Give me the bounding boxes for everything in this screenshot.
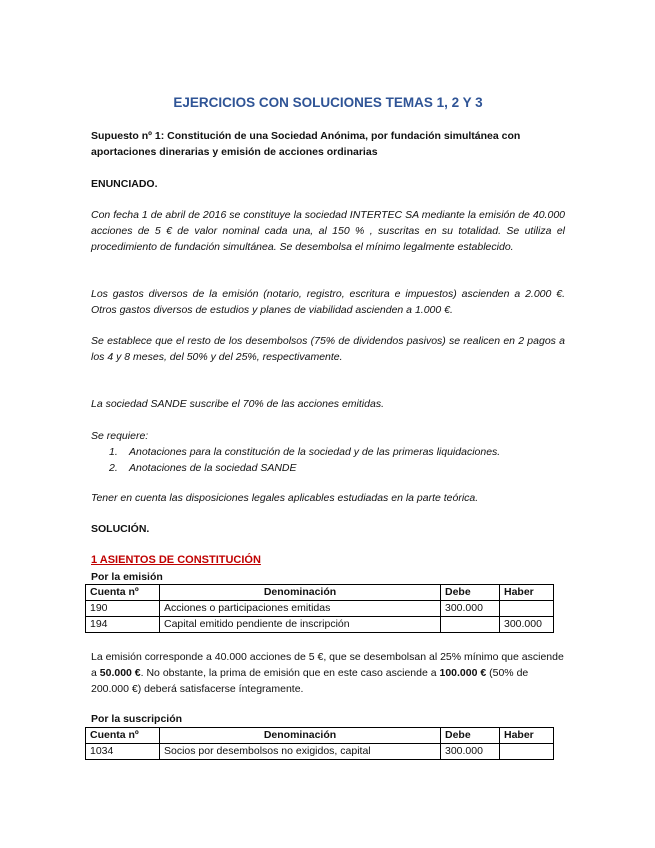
cell-haber <box>500 744 554 760</box>
cell-denominacion: Socios por desembolsos no exigidos, capital <box>160 744 441 760</box>
list-item-text: Anotaciones para la constitución de la sociedad y de las primeras liquidaciones. <box>129 446 501 458</box>
por-la-emision-label: Por la emisión <box>91 571 163 583</box>
cell-debe: 300.000 <box>441 601 500 617</box>
cell-denominacion: Acciones o participaciones emitidas <box>160 601 441 617</box>
header-debe: Debe <box>441 728 500 744</box>
cell-cuenta: 1034 <box>86 744 160 760</box>
explanation-text-3: (50% de 200.000 €) deberá satisfacerse íntegramente. <box>91 667 529 695</box>
header-cuenta: Cuenta nº <box>86 585 160 601</box>
emision-table <box>85 584 554 633</box>
suscripcion-table <box>85 727 554 760</box>
list-item-number: 2. <box>109 462 118 474</box>
table-row <box>86 744 554 760</box>
enunciado-paragraph-2: Los gastos diversos de la emisión (notario, registro, escritura e impuestos) ascienden a 2.000 €. Otros gastos diversos de estudios y planes de viabilidad ascienden a 1.000 €. <box>91 288 565 316</box>
cell-haber <box>500 601 554 617</box>
header-debe: Debe <box>441 585 500 601</box>
list-item <box>109 460 500 476</box>
cell-debe: 300.000 <box>441 744 500 760</box>
solucion-heading: SOLUCIÓN. <box>91 523 150 535</box>
por-la-suscripcion-label: Por la suscripción <box>91 713 183 725</box>
table-header-row <box>86 728 554 744</box>
supuesto-heading: Supuesto nº 1: Constitución de una Sociedad Anónima, por fundación simultánea con aportaciones dinerarias y emisión de acciones ordinarias <box>91 130 521 158</box>
explanation-bold-amount-2: 100.000 € <box>439 667 487 679</box>
se-requiere-label: Se requiere: <box>91 430 149 442</box>
header-denominacion: Denominación <box>160 585 441 601</box>
tener-en-cuenta-note: Tener en cuenta las disposiciones legales aplicables estudiadas en la parte teórica. <box>91 492 479 504</box>
section-heading-asientos: 1 ASIENTOS DE CONSTITUCIÓN <box>91 554 261 566</box>
explanation-bold-amount-1: 50.000 € <box>99 667 141 679</box>
header-denominacion: Denominación <box>160 728 441 744</box>
requirements-list <box>109 444 500 476</box>
cell-cuenta: 194 <box>86 617 160 633</box>
list-item-text: Anotaciones de la sociedad SANDE <box>129 462 297 474</box>
document-title: EJERCICIOS CON SOLUCIONES TEMAS 1, 2 Y 3 <box>173 95 483 110</box>
header-haber: Haber <box>500 585 554 601</box>
explanation-text-2: . No obstante, la prima de emisión que en este caso asciende a <box>140 667 440 679</box>
table-row <box>86 601 554 617</box>
list-item <box>109 444 500 460</box>
cell-debe <box>441 617 500 633</box>
cell-denominacion: Capital emitido pendiente de inscripción <box>160 617 441 633</box>
header-cuenta: Cuenta nº <box>86 728 160 744</box>
header-haber: Haber <box>500 728 554 744</box>
explanation-paragraph <box>91 649 565 697</box>
list-item-number: 1. <box>109 446 118 458</box>
cell-haber: 300.000 <box>500 617 554 633</box>
cell-cuenta: 190 <box>86 601 160 617</box>
explanation-text-1: La emisión corresponde a 40.000 acciones de 5 €, que se desembolsan al 25% mínimo que asciende a <box>91 651 564 679</box>
table-row <box>86 617 554 633</box>
enunciado-heading: ENUNCIADO. <box>91 178 158 190</box>
enunciado-paragraph-4: La sociedad SANDE suscribe el 70% de las acciones emitidas. <box>91 398 384 410</box>
enunciado-paragraph-1: Con fecha 1 de abril de 2016 se constituye la sociedad INTERTEC SA mediante la emisión de 40.000 acciones de 5 € de valor nominal cada una, al 150 % , suscritas en su totalidad. Se utiliza el procedimiento de fundación simultánea. Se desembolsa el mínimo legalmente establecido. <box>91 209 565 253</box>
table-header-row <box>86 585 554 601</box>
enunciado-paragraph-3: Se establece que el resto de los desembolsos (75% de dividendos pasivos) se realicen en 2 pagos a los 4 y 8 meses, del 50% y del 25%, respectivamente. <box>91 335 565 363</box>
